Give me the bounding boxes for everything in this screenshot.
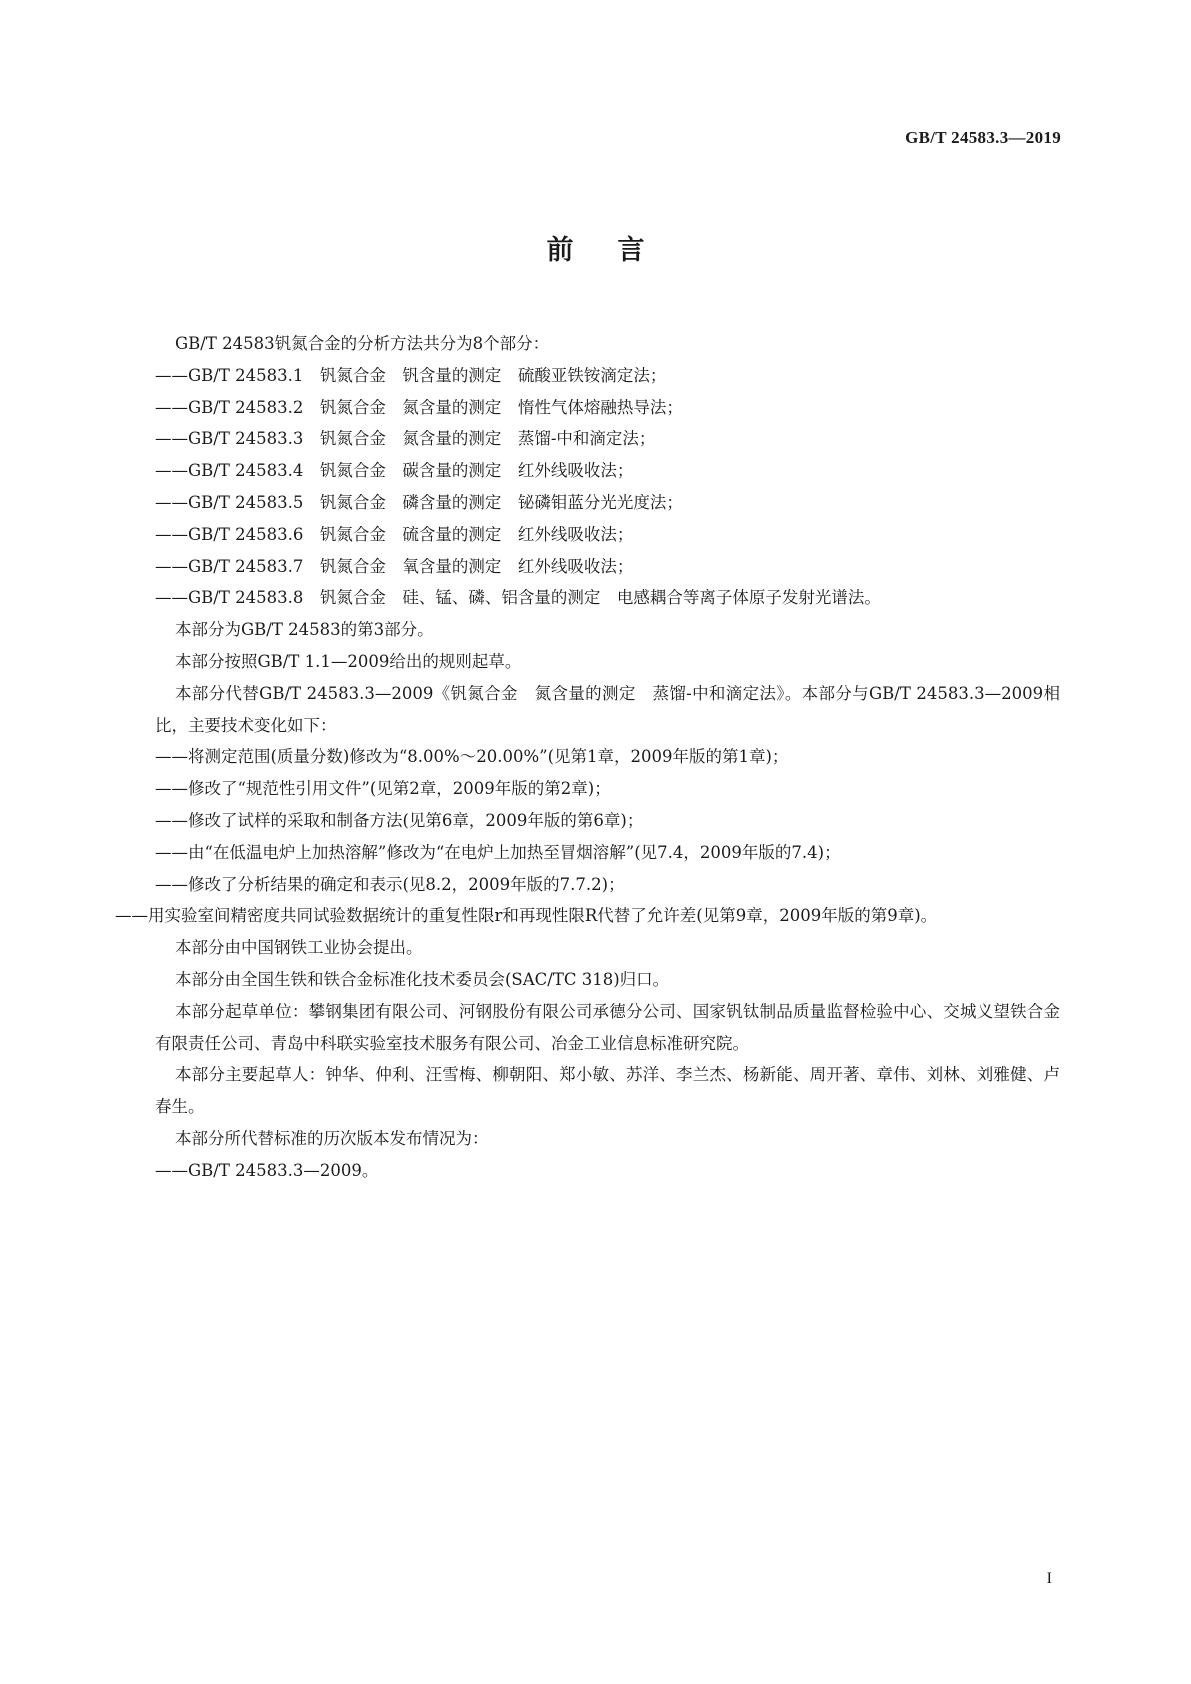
part-list-item: ——GB/T 24583.7 钒氮合金 氧含量的测定 红外线吸收法； [155,556,634,576]
intro-paragraph: GB/T 24583钒氮合金的分析方法共分为8个部分： [175,334,550,353]
jurisdiction-statement: 本部分由全国生铁和铁合金标准化技术委员会(SAC/TC 318)归口。 [175,969,670,989]
page-number: I [1046,1570,1052,1587]
part-list-item: ——GB/T 24583.8 钒氮合金 硅、锰、磷、铝含量的测定 电感耦合等离子体原子发射光谱法。 [155,588,881,608]
part-statement: 本部分为GB/T 24583的第3部分。 [175,620,434,640]
replacement-paragraph: 本部分代替GB/T 24583.3—2009《钒氮合金 氮含量的测定 蒸馏-中和滴定法》。本部分与GB/T 24583.3—2009相比，主要技术变化如下： [155,683,1060,735]
change-list-item: ——修改了试样的采取和制备方法(见第6章，2009年版的第6章)； [155,810,644,830]
part-list-item: ——GB/T 24583.5 钒氮合金 磷含量的测定 铋磷钼蓝分光光度法； [155,492,683,512]
change-list-item: ——修改了分析结果的确定和表示(见8.2，2009年版的7.7.2)； [155,874,625,894]
change-list-item: ——将测定范围(质量分数)修改为“8.00%～20.00%”(见第1章，2009年版的第1章)； [155,747,789,767]
part-list-item: ——GB/T 24583.2 钒氮合金 氮含量的测定 惰性气体熔融热导法； [155,397,683,417]
proposed-by-statement: 本部分由中国钢铁工业协会提出。 [175,938,423,958]
part-list-item: ——GB/T 24583.3 钒氮合金 氮含量的测定 蒸馏-中和滴定法； [155,429,656,449]
drafters-paragraph: 本部分主要起草人：钟华、仲利、汪雪梅、柳朝阳、郑小敏、苏洋、李兰杰、杨新能、周开著、章伟、刘林、刘雅健、卢春生。 [155,1065,1060,1117]
standard-code: GB/T 24583.3—2019 [905,128,1061,147]
page-title: 前言 [546,235,689,266]
part-list-item: ——GB/T 24583.4 钒氮合金 碳含量的测定 红外线吸收法； [155,461,634,481]
change-list-item: ——用实验室间精密度共同试验数据统计的重复性限r和再现性限R代替了允许差(见第9章，2009年版的第9章)。 [115,906,938,926]
part-list-item: ——GB/T 24583.6 钒氮合金 硫含量的测定 红外线吸收法； [155,524,634,544]
drafting-units-paragraph: 本部分起草单位：攀钢集团有限公司、河钢股份有限公司承德分公司、国家钒钛制品质量监督检验中心、交城义望铁合金有限责任公司、青岛中科联实验室技术服务有限公司、冶金工业信息标准研究院。 [155,1001,1060,1053]
history-list-item: ——GB/T 24583.3—2009。 [155,1160,379,1180]
part-list-item: ——GB/T 24583.1 钒氮合金 钒含量的测定 硫酸亚铁铵滴定法； [155,365,667,385]
history-intro: 本部分所代替标准的历次版本发布情况为： [175,1128,489,1148]
foreword-body [115,328,1060,1187]
change-list-item: ——由“在低温电炉上加热溶解”修改为“在电炉上加热至冒烟溶解”(见7.4，2009年版的7.4)； [155,842,841,862]
change-list-item: ——修改了“规范性引用文件”(见第2章，2009年版的第2章)； [155,779,611,799]
drafting-rules-statement: 本部分按照GB/T 1.1—2009给出的规则起草。 [175,651,522,671]
